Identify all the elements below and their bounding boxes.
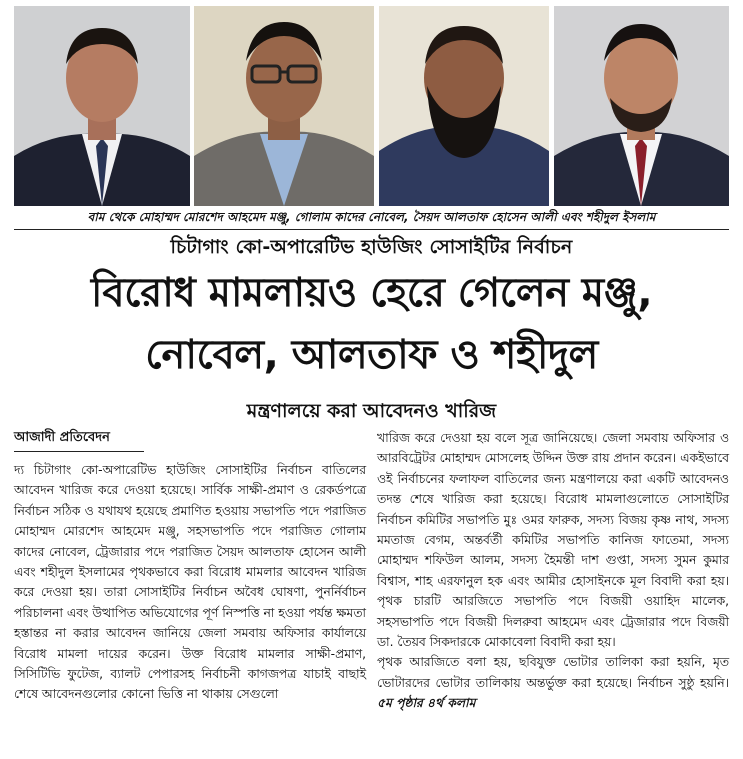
headline-line-1: বিরোধ মামলায়ও হেরে গেলেন মঞ্জু,	[90, 270, 653, 316]
continued-on-label: ৫ম পৃষ্ঠার ৪র্থ কলাম	[377, 696, 476, 711]
kicker: চিটাগাং কো-অপারেটিভ হাউজিং সোসাইটির নির্বাচন	[170, 236, 573, 258]
photo-caption: বাম থেকে মোহাম্মদ মোরশেদ আহমেদ মঞ্জু, গোলাম কাদের নোবেল, সৈয়দ আলতাফ হোসেন আলী এবং শহীদুল ইসলাম	[87, 210, 656, 224]
portrait-photo-3	[379, 6, 549, 206]
photo-strip	[14, 6, 729, 206]
portrait-photo-2	[194, 6, 374, 206]
byline: আজাদী প্রতিবেদন	[14, 428, 144, 452]
subheadline: মন্ত্রণালয়ে করা আবেদনও খারিজ	[246, 400, 497, 422]
article-text: পৃথক আরজিতে বলা হয়, ছবিযুক্ত ভোটার তালিকা করা হয়নি, মৃত ভোটারদের ভোটার তালিকায় অন্তর্ভুক্ত করা হয়েছে। নির্বাচন সুষ্ঠু হয়নি।	[377, 655, 729, 690]
portrait-photo-1	[14, 6, 190, 206]
headline	[14, 262, 729, 386]
divider	[14, 229, 729, 230]
headline-line-2: নোবেল, আলতাফ ও শহীদুল	[145, 332, 598, 378]
article-paragraph: খারিজ করে দেওয়া হয় বলে সূত্র জানিয়েছে। জেলা সমবায় অফিসার ও আরবিট্রেটর মোহাম্মদ মোসলেহ উদ্দিন উক্ত রায় প্রদান করেন। একইভাবে ওই নির্বাচনের ফলাফল বাতিলের জন্য মন্ত্রণালয়ে করা একটি আবেদনও তদন্ত শেষে খারিজ করা হয়েছে। বিরোধ মামলাগুলোতে সোসাইটির নির্বাচন কমিটির সভাপতি মুঃ ওমর ফারুক, সদস্য বিজয় কৃষ্ণ নাথ, সদস্য মমতাজ বেগম, অন্তর্বর্তী কমিটির সভাপতি কানিজ ফাতেমা, সদস্য মোহাম্মদ শফিউল আলম, সদস্য হৈমন্তী দাশ গুপ্তা, সদস্য সুমন কুমার বিশ্বাস, শাহ এরফানুল হক এবং আমীর হোসাইনকে মূল বিবাদী করা হয়। পৃথক চারটি আরজিতে সভাপতি পদে বিজয়ী ওয়াহিদ মালেক, সহসভাপতি পদে বিজয়ী দিলরুবা আহমেদ এবং ট্রেজারার পদে বিজয়ী ডা. তৈয়ব সিকদারকে মোকাবেলা বিবাদী করা হয়।	[377, 431, 729, 650]
article-paragraph: দ্য চিটাগাং কো-অপারেটিভ হাউজিং সোসাইটির নির্বাচন বাতিলের আবেদন খারিজ করে দেওয়া হয়েছে। সার্বিক সাক্ষী-প্রমাণ ও রেকর্ডপত্রে নির্বাচন সঠিক ও যথাযথ হয়েছে প্রমাণিত হওয়ায় সভাপতি পদে পরাজিত মোহাম্মদ মোরশেদ আহমেদ মঞ্জু, সহসভাপতি পদে পরাজিত গোলাম কাদের নোবেল, ট্রেজারার পদে পরাজিত সৈয়দ আলতাফ হোসেন আলী এবং শহীদুল ইসলামের পৃথকভাবে করা বিরোধ মামলার আবেদন খারিজ করে দেওয়া হয়। তারা সোসাইটির নির্বাচন অবৈধ ঘোষণা, পুনর্নির্বাচন পরিচালনা এবং উত্থাপিত অভিযোগের পূর্ণ নিস্পত্তি না হওয়া পর্যন্ত ক্ষমতা হস্তান্তর না করার আবেদন জানিয়ে জেলা সমবায় অফিসার কার্যালয়ে বিরোধ মামলা দায়ের করেন। উক্ত বিরোধ মামলার সাক্ষী-প্রমাণ, সিসিটিভি ফুটেজ, ব্যালট পেপারসহ নির্বাচনী কাগজপত্র যাচাই বাছাই শেষে আবেদনগুলোর কোনো ভিত্তি না থাকায় সেগুলো	[14, 463, 367, 702]
article-column-left	[14, 460, 366, 705]
article-paragraph	[377, 652, 729, 713]
portrait-photo-4	[554, 6, 729, 206]
article-column-right	[377, 428, 729, 714]
